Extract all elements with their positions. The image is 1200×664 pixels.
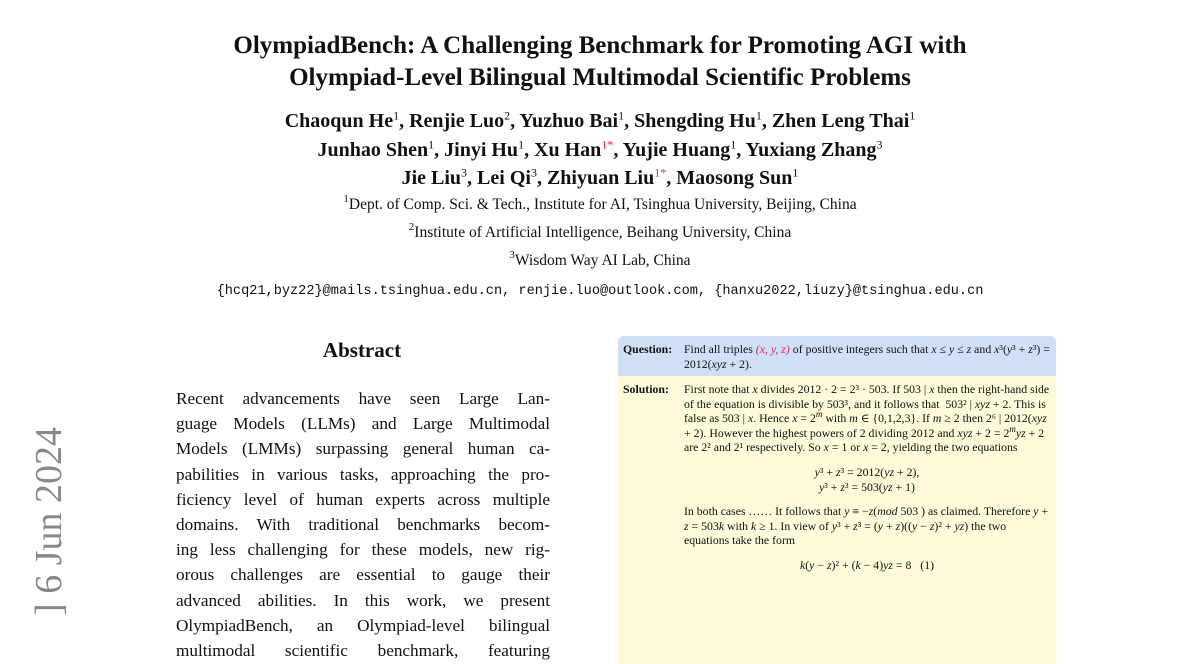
author-name: Chaoqun He (284, 110, 394, 132)
author-name: Zhen Leng Thai (771, 110, 910, 132)
author-separator: , (399, 110, 410, 132)
author-separator: , (736, 138, 746, 161)
author-affiliation-mark: 1 (792, 165, 799, 180)
example-figure (618, 336, 1056, 648)
author-emails: {hcq21,byz22}@mails.tsinghua.edu.cn, renjie.luo@outlook.com, {hanxu2022,liuzy}@tsinghua.edu.cn (216, 284, 984, 299)
abstract-line: multimodal scientific benchmark, featuring (176, 641, 550, 661)
abstract-line: Recent advancements have seen Large Lan- (176, 389, 550, 408)
abstract-line: ing less challenging for these models, new rig- (176, 540, 550, 560)
author-separator: , (666, 167, 677, 189)
author-affiliation-mark: 3 (461, 165, 468, 180)
abstract-line: orous challenges are essential to gauge their (176, 565, 550, 585)
abstract-line: ficiency level of human experts across multiple (176, 489, 550, 509)
abstract-heading: Abstract (322, 338, 402, 362)
author-line-3 (0, 164, 1200, 193)
author-separator: , (434, 138, 445, 161)
author-separator: , (624, 110, 635, 132)
affiliation-1: $^1$Dept. of Comp. Sci. & Tech., Institute for AI, Tsinghua University, Beijing, China (343, 193, 857, 213)
question-box (618, 336, 1056, 376)
author-separator: , (467, 167, 478, 189)
author-name: Yuzhuo Bai (519, 110, 619, 132)
author-affiliation-mark: 1 (393, 108, 400, 123)
affiliation-2: $^2$Institute of Artificial Intelligence, Beihang University, China (408, 221, 792, 241)
author-affiliation-mark: 3 (530, 165, 537, 180)
abstract-line: guage Models (LLMs) and Large Multimodal (176, 414, 550, 434)
author-name: Maosong Sun (676, 167, 793, 189)
author-affiliation-mark: 1* (654, 165, 667, 180)
solution-label: Solution: (623, 382, 669, 396)
author-list (0, 107, 1200, 193)
author-affiliation-mark: 1 (518, 136, 525, 151)
title-line-1: OlympiadBench: A Challenging Benchmark for Promoting AGI with (233, 32, 967, 59)
author-name: Xu Han (534, 138, 602, 161)
author-separator: , (536, 167, 547, 189)
solution-text: First note that x divides 2012 · 2 = 2³ · 503. If 503 | x then the right-hand side of the equation is divisible by 503³, and it follows that 503² | xyz + 2. This is false as 503 | x. Hence $x = 2^m$ with m ∈ {0,1,2,3}. If m ≥ 2 then 2⁶ | 2012(xyz + 2). However the highest powers of 2 dividing 2012 and xyz + $2 = 2^myz + 2$ are 2² and 2¹ respectively. So x = 1 or x = 2, yielding the two equations y³ + z³ = 2012(yz + 2), y³ + z³ = 503(yz + 1) In both cases …… It follows that y ≡ −z(mod 503 ) as claimed. Therefore y + z = 503k with k ≥ 1. In view of y³ + z³ = (y + z)((y − z)² + yz) the two equations take the form k(y − z)² + (k − 4)yz = 8 (1) (684, 382, 1050, 572)
title-line-2: Olympiad-Level Bilingual Multimodal Scientific Problems (289, 64, 911, 91)
author-separator: , (761, 110, 772, 132)
author-affiliation-mark: 1 (428, 136, 435, 151)
abstract-line: domains. With traditional benchmarks becom- (176, 515, 550, 535)
abstract-body (176, 386, 550, 661)
author-separator: , (524, 138, 535, 161)
arxiv-stamp: ] 6 Jun 2024 (28, 427, 70, 616)
author-name: Jinyi Hu (444, 138, 519, 161)
author-name: Shengding Hu (634, 110, 756, 132)
affiliation-3: $^3$Wisdom Way AI Lab, China (509, 249, 691, 269)
author-line-2 (0, 136, 1200, 165)
abstract-line: Models (LMMs) surpassing general human ca- (176, 439, 550, 459)
equation-pair: y³ + z³ = 2012(yz + 2), y³ + z³ = 503(yz + 1) (814, 464, 920, 494)
author-affiliation-mark: 1 (909, 108, 916, 123)
abstract-line: advanced abilities. In this work, we present (176, 590, 550, 610)
abstract-line: OlympiadBench, an Olympiad-level bilingual (176, 615, 550, 635)
author-affiliation-mark: 2 (504, 108, 511, 123)
author-affiliation-mark: 1* (601, 136, 614, 151)
author-affiliation-mark: 1 (755, 108, 762, 123)
author-name: Zhiyuan Liu (546, 167, 655, 189)
question-text: Find all triples (x, y, z) of positive integers such that x ≤ y ≤ z and x³(y³ + z³) = 2012(xyz + 2). (684, 342, 1050, 371)
author-separator: , (613, 138, 623, 161)
author-separator: , (510, 110, 520, 132)
author-line-1 (0, 107, 1200, 136)
abstract-line: pabilities in various tasks, approaching the pro- (176, 464, 550, 484)
solution-box (618, 376, 1056, 664)
equation-1: k(y − z)² + (k − 4)yz = 8 (1) (799, 557, 935, 572)
author-name: Jie Liu (401, 167, 462, 189)
author-name: Renjie Luo (409, 110, 505, 132)
paper-title (0, 30, 1200, 94)
author-affiliation-mark: 1 (730, 136, 737, 151)
author-name: Yujie Huang (622, 138, 731, 161)
author-name: Lei Qi (477, 167, 531, 189)
author-affiliation-mark: 1 (618, 108, 625, 123)
author-affiliation-mark: 3 (876, 136, 883, 151)
author-name: Junhao Shen (317, 138, 429, 161)
question-label: Question: (623, 342, 673, 356)
author-name: Yuxiang Zhang (745, 138, 877, 161)
